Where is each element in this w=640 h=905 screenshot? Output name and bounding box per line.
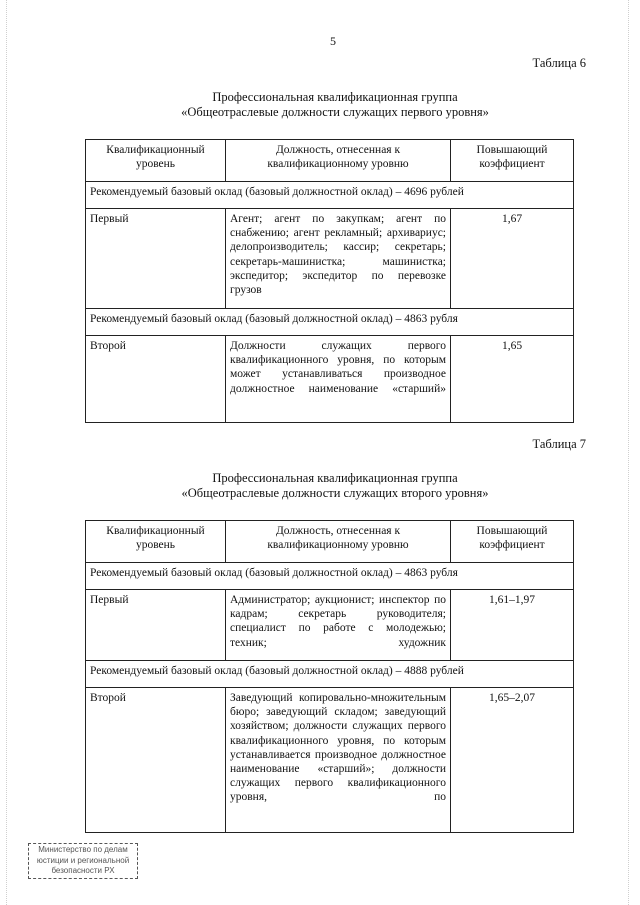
stamp-line-2: юстиции и региональной bbox=[36, 855, 130, 865]
table-6-title bbox=[85, 90, 585, 120]
table-7-header-row bbox=[86, 521, 574, 563]
salary-text: Рекомендуемый базовый оклад (базовый должностной оклад) – 4696 рублей bbox=[86, 182, 574, 209]
left-margin-dots bbox=[6, 0, 7, 905]
salary-text: Рекомендуемый базовый оклад (базовый должностной оклад) – 4888 рублей bbox=[86, 661, 574, 688]
header-level: Квалификационный уровень bbox=[86, 521, 226, 563]
level-cell: Второй bbox=[86, 336, 226, 423]
positions-text: Агент; агент по закупкам; агент по снабжению; агент рекламный; архивариус; делопроизводитель; кассир; секретарь; секретарь-машинистка; машинистка; экспедитор; экспедитор по перевозке грузов bbox=[230, 213, 446, 297]
header-position: Должность, отнесенная к квалификационному уровню bbox=[226, 140, 451, 182]
positions-text: Администратор; аукционист; инспектор по кадрам; секретарь руководителя; специалист по работе с молодежью; техник; художник bbox=[230, 594, 446, 649]
salary-text: Рекомендуемый базовый оклад (базовый должностной оклад) – 4863 рубля bbox=[86, 309, 574, 336]
stamp-line-3: безопасности РХ bbox=[51, 866, 115, 875]
table-6-label: Таблица 6 bbox=[532, 56, 586, 70]
stamp-line-1: Министерство по делам bbox=[38, 845, 128, 854]
table-7-label: Таблица 7 bbox=[532, 437, 586, 451]
coefficient-cell: 1,67 bbox=[451, 209, 574, 309]
salary-row bbox=[86, 661, 574, 688]
table-6 bbox=[85, 139, 574, 423]
table-7 bbox=[85, 520, 574, 833]
table-row bbox=[86, 209, 574, 309]
level-cell: Первый bbox=[86, 209, 226, 309]
header-level: Квалификационный уровень bbox=[86, 140, 226, 182]
coefficient-cell: 1,65–2,07 bbox=[451, 688, 574, 833]
positions-text: Заведующий копировально-множительным бюро; заведующий складом; заведующий хозяйством; должности служащих первого квалификационного уровня, по которым устанавливается производное должностное наименование «старший»; должности служащих первого квалификационного уровня, по bbox=[230, 692, 446, 804]
table-7-title bbox=[85, 471, 585, 501]
header-position: Должность, отнесенная к квалификационному уровню bbox=[226, 521, 451, 563]
table-row bbox=[86, 336, 574, 423]
coefficient-cell: 1,61–1,97 bbox=[451, 590, 574, 661]
table-6-header-row bbox=[86, 140, 574, 182]
table-row bbox=[86, 688, 574, 833]
table-6-title-line-2: «Общеотраслевые должности служащих первого уровня» bbox=[181, 105, 489, 119]
level-cell: Первый bbox=[86, 590, 226, 661]
salary-row bbox=[86, 309, 574, 336]
positions-cell bbox=[226, 590, 451, 661]
level-cell: Второй bbox=[86, 688, 226, 833]
salary-row bbox=[86, 182, 574, 209]
table-7-title-line-1: Профессиональная квалификационная группа bbox=[212, 471, 458, 485]
table-6-title-line-1: Профессиональная квалификационная группа bbox=[212, 90, 458, 104]
positions-cell bbox=[226, 209, 451, 309]
positions-cell bbox=[226, 688, 451, 833]
salary-row bbox=[86, 563, 574, 590]
coefficient-cell: 1,65 bbox=[451, 336, 574, 423]
page-number: 5 bbox=[330, 34, 336, 48]
header-coefficient: Повышающий коэффициент bbox=[451, 140, 574, 182]
header-coefficient: Повышающий коэффициент bbox=[451, 521, 574, 563]
salary-text: Рекомендуемый базовый оклад (базовый должностной оклад) – 4863 рубля bbox=[86, 563, 574, 590]
registration-stamp bbox=[28, 843, 138, 879]
table-7-title-line-2: «Общеотраслевые должности служащих второго уровня» bbox=[181, 486, 489, 500]
right-margin-dots bbox=[628, 0, 629, 905]
table-row bbox=[86, 590, 574, 661]
positions-cell bbox=[226, 336, 451, 423]
positions-text: Должности служащих первого квалификационного уровня, по которым может устанавливаться производное должностное наименование «старший» bbox=[230, 340, 446, 395]
